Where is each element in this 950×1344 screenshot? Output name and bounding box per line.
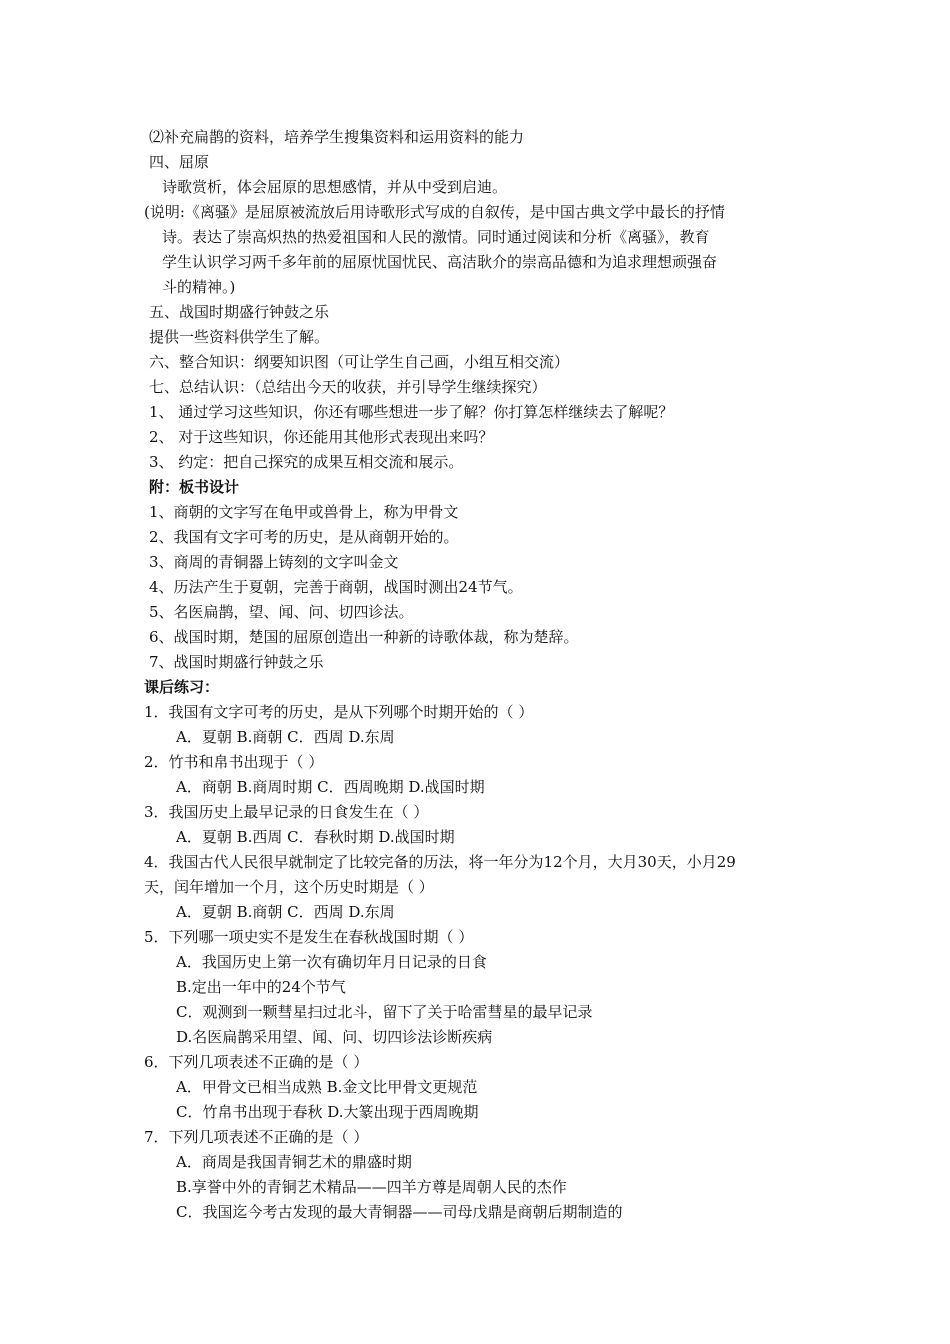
question: 6．下列几项表述不正确的是（ ） [144,1053,369,1071]
answer-option: B.享誉中外的青铜艺术精品——四羊方尊是周朝人民的杰作 [176,1178,567,1196]
question: 4．我国古代人民很早就制定了比较完备的历法，将一年分为12个月，大月30天，小月29 [144,853,736,871]
text-line: 7、战国时期盛行钟鼓之乐 [149,653,324,671]
answer-options: A．夏朝 B.商朝 C．西周 D.东周 [176,728,395,746]
question: 1．我国有文字可考的历史，是从下列哪个时期开始的（ ） [144,703,534,721]
answer-option: A．我国历史上第一次有确切年月日记录的日食 [176,953,487,971]
question: 2．竹书和帛书出现于（ ） [144,753,324,771]
text-line: 斗的精神。) [162,278,236,296]
answer-options: A．夏朝 B.商朝 C．西周 D.东周 [176,903,395,921]
text-line: 2、 对于这些知识，你还能用其他形式表现出来吗？ [149,428,494,446]
text-line: 2、我国有文字可考的历史，是从商朝开始的。 [149,528,459,546]
question: 3．我国历史上最早记录的日食发生在（ ） [144,803,429,821]
answer-options: C．竹帛书出现于春秋 D.大篆出现于西周晚期 [176,1103,479,1121]
answer-options: A．商朝 B.商周时期 C．西周晚期 D.战国时期 [176,778,485,796]
question: 5．下列哪一项史实不是发生在春秋战国时期（ ） [144,928,474,946]
exercises-heading: 课后练习： [144,678,220,696]
text-line: 提供一些资料供学生了解。 [149,328,330,346]
text-line: 3、商周的青铜器上铸刻的文字叫金文 [149,553,399,571]
text-line: 1、商朝的文字写在龟甲或兽骨上，称为甲骨文 [149,503,459,521]
section-heading: 五、战国时期盛行钟鼓之乐 [149,303,330,321]
question: 7．下列几项表述不正确的是（ ） [144,1128,369,1146]
text-line: (说明:《离骚》是屈原被流放后用诗歌形式写成的自叙传，是中国古典文学中最长的抒情 [144,203,725,221]
text-line: 5、名医扁鹊，望、闻、问、切四诊法。 [149,603,414,621]
section-heading: 六、整合知识：纲要知识图（可让学生自己画，小组互相交流） [149,353,570,371]
text-line: 诗。表达了崇高炽热的热爱祖国和人民的激情。同时通过阅读和分析《离骚》，教育 [162,228,710,246]
section-heading: 七、总结认识：（总结出今天的收获，并引导学生继续探究） [149,378,547,396]
text-line: 4、历法产生于夏朝，完善于商朝，战国时测出24节气。 [149,578,523,596]
text-line: 诗歌赏析，体会屈原的思想感情，并从中受到启迪。 [162,178,508,196]
text-line: 1、 通过学习这些知识，你还有哪些想进一步了解？你打算怎样继续去了解呢？ [149,403,674,421]
answer-option: A．商周是我国青铜艺术的鼎盛时期 [176,1153,412,1171]
answer-options: A．夏朝 B.西周 C．春秋时期 D.战国时期 [176,828,455,846]
text-line: 学生认识学习两千多年前的屈原忧国忧民、高洁耿介的崇高品德和为追求理想顽强奋 [162,253,718,271]
answer-option: B.定出一年中的24个节气 [176,978,346,996]
answer-options: A．甲骨文已相当成熟 B.金文比甲骨文更规范 [176,1078,478,1096]
text-line: 3、 约定：把自己探究的成果互相交流和展示。 [149,453,464,471]
text-line: ⑵补充扁鹊的资料，培养学生搜集资料和运用资料的能力 [149,128,525,146]
text-line: 6、战国时期，楚国的屈原创造出一种新的诗歌体裁，称为楚辞。 [149,628,579,646]
board-design-heading: 附：板书设计 [149,478,240,496]
section-heading: 四、屈原 [149,153,210,171]
answer-option: C．观测到一颗彗星扫过北斗，留下了关于哈雷彗星的最早记录 [176,1003,593,1021]
question-continuation: 天，闰年增加一个月，这个历史时期是（ ） [144,878,434,896]
answer-option: C．我国迄今考古发现的最大青铜器——司母戊鼎是商朝后期制造的 [176,1203,623,1221]
answer-option: D.名医扁鹊采用望、闻、问、切四诊法诊断疾病 [176,1028,493,1046]
